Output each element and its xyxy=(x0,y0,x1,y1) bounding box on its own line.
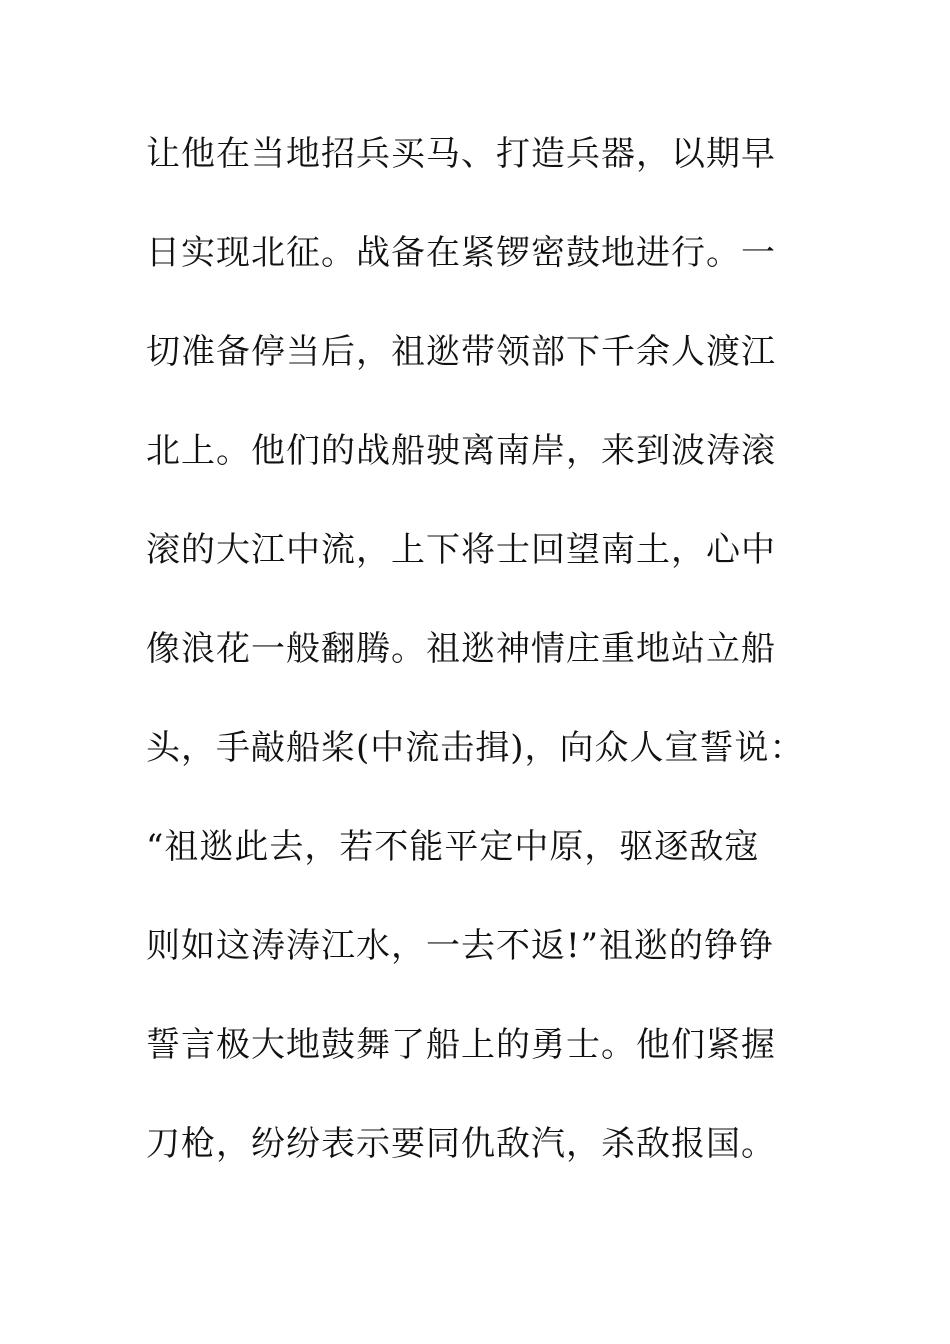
text-line-6: 像浪花一般翻腾。祖逖神情庄重地站立船 xyxy=(146,629,776,669)
text-line-5: 滚的大江中流，上下将士回望南土，心中 xyxy=(146,530,776,570)
text-line-3: 切准备停当后，祖逖带领部下千余人渡江 xyxy=(146,332,776,372)
body-text xyxy=(146,122,846,1211)
text-line-10: 誓言极大地鼓舞了船上的勇士。他们紧握 xyxy=(146,1025,776,1065)
text-line-11: 刀枪，纷纷表示要同仇敌汽，杀敌报国。 xyxy=(146,1124,776,1164)
text-line-9: 则如这涛涛江水，一去不返!”祖逖的铮铮 xyxy=(146,926,775,966)
text-line-1: 让他在当地招兵买马、打造兵器，以期早 xyxy=(146,134,776,174)
text-line-7: 头，手敲船桨(中流击揖)，向众人宣誓说： xyxy=(146,728,805,768)
text-line-4: 北上。他们的战船驶离南岸，来到波涛滚 xyxy=(146,431,776,471)
text-line-2: 日实现北征。战备在紧锣密鼓地进行。一 xyxy=(146,233,776,273)
text-line-8: “祖逖此去，若不能平定中原，驱逐敌寇 xyxy=(146,827,760,867)
